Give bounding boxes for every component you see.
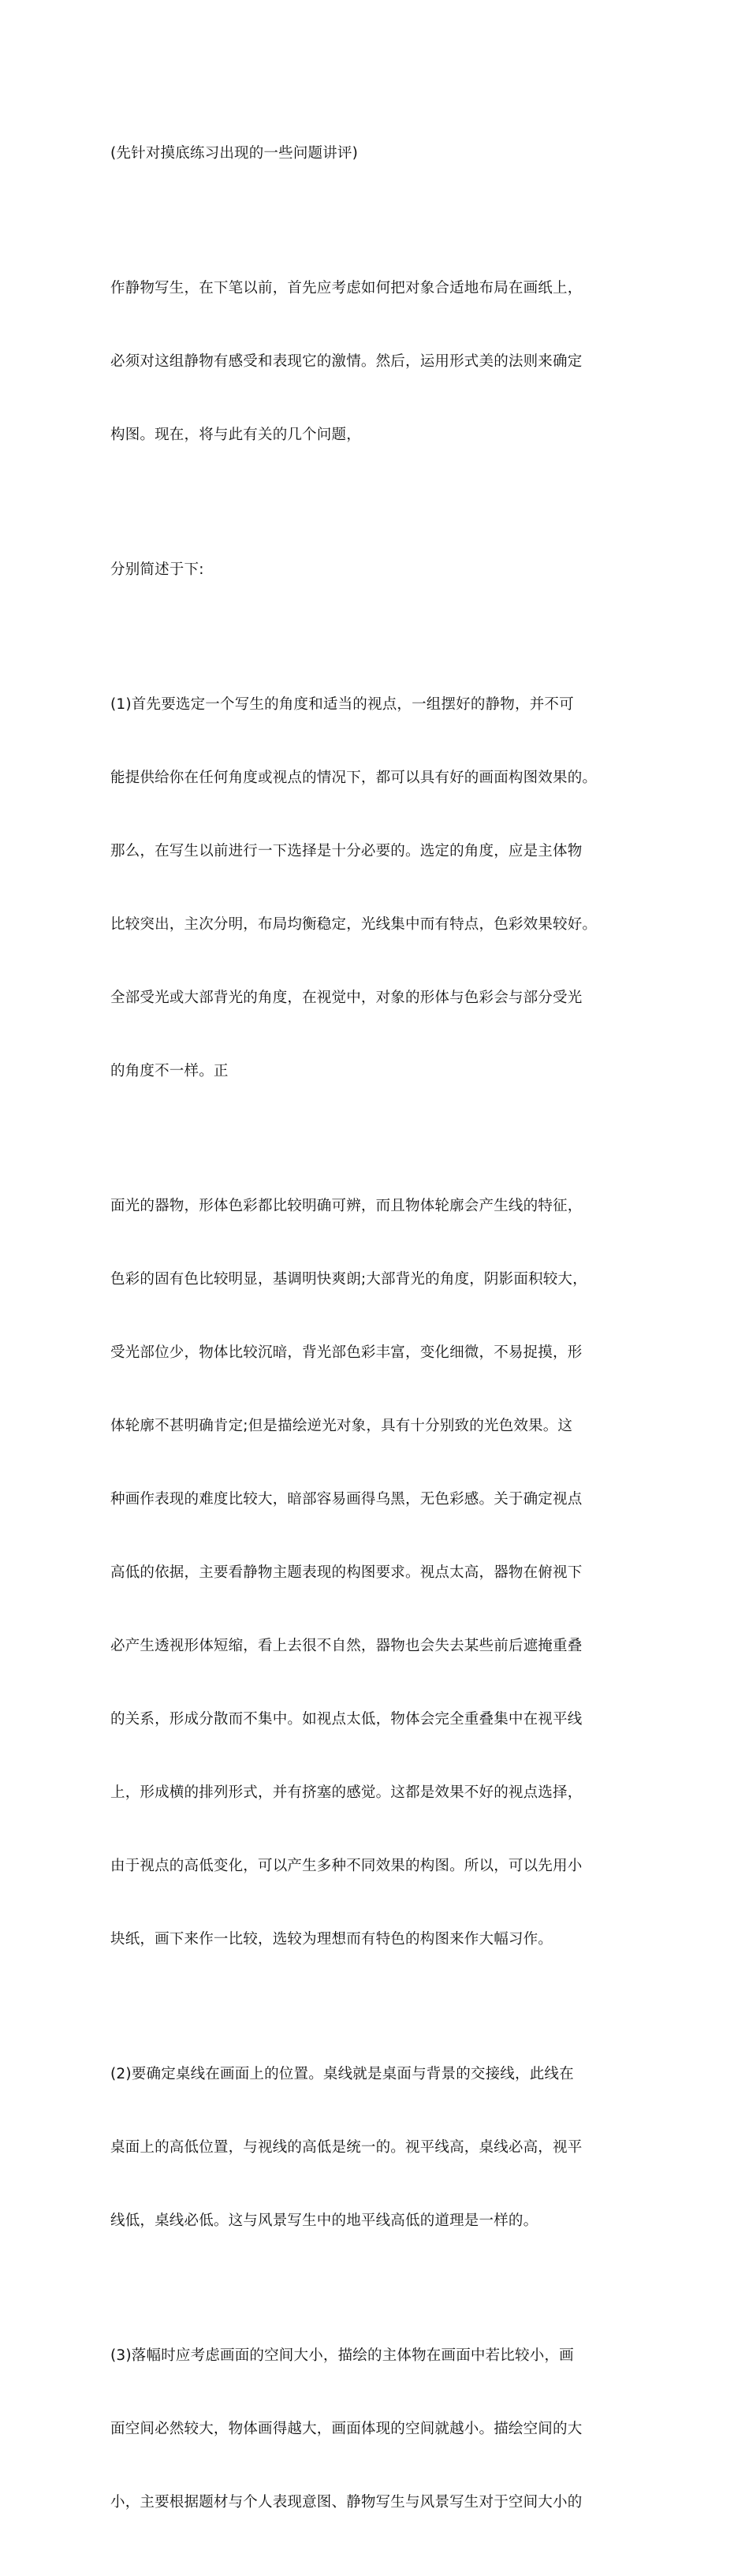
text-line: 构图。现在，将与此有关的几个问题， [110, 427, 361, 443]
paragraph-intro-note [110, 92, 647, 214]
text-line: 面空间必然较大，物体画得越大，画面体现的空间就越小。描绘空间的大 [110, 2421, 583, 2437]
text-line: 体轮廓不甚明确肯定;但是描绘逆光对象，具有十分别致的光色效果。这 [110, 1418, 573, 1434]
paragraph-point-1-continued [110, 1145, 647, 2000]
text-line: 作静物写生，在下笔以前，首先应考虑如何把对象合适地布局在画纸上， [110, 280, 583, 296]
paragraph-summary-lead [110, 509, 647, 631]
text-line: 那么，在写生以前进行一下选择是十分必要的。选定的角度，应是主体物 [110, 843, 583, 859]
text-line: 必产生透视形体短缩，看上去很不自然，器物也会失去某些前后遮掩重叠 [110, 1638, 583, 1654]
text-line: 能提供给你在任何角度或视点的情况下，都可以具有好的画面构图效果的。 [110, 770, 598, 786]
text-line: (先针对摸底练习出现的一些问题讲评) [110, 145, 359, 162]
text-line: 分别简述于下: [110, 561, 204, 578]
paragraph-point-1 [110, 643, 647, 1132]
text-line: 由于视点的高低变化，可以产生多种不同效果的构图。所以，可以先用小 [110, 1858, 583, 1874]
text-line: 比较突出，主次分明，布局均衡稳定，光线集中而有特点，色彩效果较好。 [110, 916, 598, 933]
text-line: 小，主要根据题材与个人表现意图、静物写生与风景写生对于空间大小的 [110, 2494, 583, 2511]
text-line: 全部受光或大部背光的角度，在视觉中，对象的形体与色彩会与部分受光 [110, 990, 583, 1006]
text-line: (1)首先要选定一个写生的角度和适当的视点，一组摆好的静物，并不可 [110, 696, 574, 713]
text-line: 面光的器物，形体色彩都比较明确可辨，而且物体轮廓会产生线的特征， [110, 1198, 583, 1214]
text-line: 桌面上的高低位置，与视线的高低是统一的。视平线高，桌线必高，视平 [110, 2139, 583, 2156]
text-line: 必须对这组静物有感受和表现它的激情。然后，运用形式美的法则来确定 [110, 353, 583, 370]
text-line: 的关系，形成分散而不集中。如视点太低，物体会完全重叠集中在视平线 [110, 1711, 583, 1728]
text-line: 受光部位少，物体比较沉暗，背光部色彩丰富，变化细微，不易捉摸，形 [110, 1344, 583, 1361]
paragraph-point-3 [110, 2295, 647, 2563]
text-line: 线低，桌线必低。这与风景写生中的地平线高低的道理是一样的。 [110, 2213, 538, 2229]
text-line: 种画作表现的难度比较大，暗部容易画得乌黑，无色彩感。关于确定视点 [110, 1491, 583, 1508]
text-line: (3)落幅时应考虑画面的空间大小，描绘的主体物在画面中若比较小，画 [110, 2347, 574, 2364]
paragraph-point-2 [110, 2013, 647, 2282]
paragraph-composition-intro [110, 227, 647, 496]
text-line: 块纸，画下来作一比较，选较为理想而有特色的构图来作大幅习作。 [110, 1931, 553, 1948]
text-line: (2)要确定桌线在画面上的位置。桌线就是桌面与背景的交接线，此线在 [110, 2066, 574, 2082]
document-body [110, 92, 647, 2576]
text-line: 的角度不一样。正 [110, 1063, 229, 1079]
text-line: 上，形成横的排列形式，并有挤塞的感觉。这都是效果不好的视点选择， [110, 1784, 583, 1801]
text-line: 色彩的固有色比较明显，基调明快爽朗;大部背光的角度，阴影面积较大， [110, 1271, 587, 1288]
text-line: 高低的依据，主要看静物主题表现的构图要求。视点太高，器物在俯视下 [110, 1564, 583, 1581]
